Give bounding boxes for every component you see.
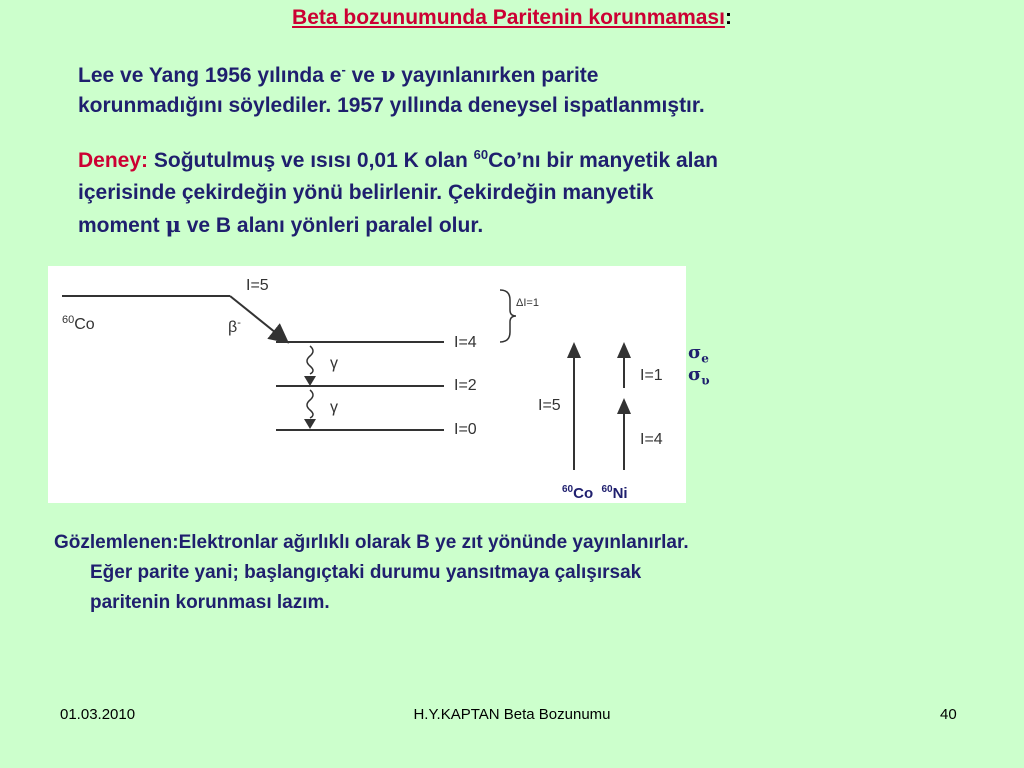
p2-text-b: Co’nı bir manyetik alan [488, 149, 718, 172]
observation-paragraph [54, 528, 974, 618]
paragraph-experiment [78, 145, 978, 242]
obs-line1: Gözlemlenen:Elektronlar ağırlıklı olarak B ye zıt yönünde yayınlanırlar. [54, 532, 689, 553]
p2-line3a: moment [78, 214, 166, 237]
level-i5-label: I=5 [246, 277, 269, 294]
p1-sup: - [341, 62, 346, 77]
beta-label: β- [228, 317, 241, 336]
p2-line3b: ve B alanı yönleri paralel olur. [180, 214, 484, 237]
p2-line2: içerisinde çekirdeğin yönü belirlenir. Çekirdeğin manyetik [78, 181, 654, 204]
paragraph-lee-yang [78, 60, 978, 121]
level-i2-label: I=2 [454, 377, 477, 394]
slide-title-colon: : [724, 6, 732, 29]
footer-title: H.Y.KAPTAN Beta Bozunumu [413, 706, 611, 723]
delta-i-label: ΔI=1 [516, 297, 539, 309]
p1-nu: ν [380, 62, 396, 87]
p2-sup: 60 [473, 147, 489, 162]
co60-label: $^{60}$Co [62, 314, 95, 333]
p1-text-c: yayınlanırken parite [395, 64, 599, 87]
sigma-nu: $\sigma_\upsilon$ [688, 364, 710, 388]
level-i0-label: I=0 [454, 421, 477, 438]
slide-title [0, 6, 1024, 30]
sigma-e: $\sigma_e$ [688, 342, 709, 366]
page-number: 40 [940, 706, 957, 723]
p2-mu: μ [165, 212, 181, 237]
gamma2-label: γ [330, 399, 338, 416]
p1-text-a: Lee ve Yang 1956 yılında e [78, 64, 342, 87]
level-i4-label: I=4 [454, 334, 477, 351]
gamma1-label: γ [330, 355, 338, 372]
nuclei-labels: $^{60}$Co $^{60}$Ni [562, 484, 628, 502]
obs-line3: paritenin korunması lazım. [90, 592, 330, 613]
co-spin-label: I=5 [538, 397, 561, 414]
p1-text-b: ve [345, 64, 381, 87]
p1-line2: korunmadığını söylediler. 1957 yıllında deneysel ispatlanmıştır. [78, 94, 705, 117]
p2-text-a: Soğutulmuş ve ısısı 0,01 K olan [148, 149, 474, 172]
experiment-label: Deney: [78, 149, 149, 172]
ni-spin-label: I=4 [640, 431, 663, 448]
decay-diagram [48, 266, 686, 503]
electron-spin-label: I=1 [640, 367, 663, 384]
obs-line2: Eğer parite yani; başlangıçtaki durumu yansıtmaya çalışırsak [90, 562, 642, 583]
slide-title-text: Beta bozunumunda Paritenin korunmaması [292, 6, 725, 29]
footer-date: 01.03.2010 [60, 706, 136, 723]
